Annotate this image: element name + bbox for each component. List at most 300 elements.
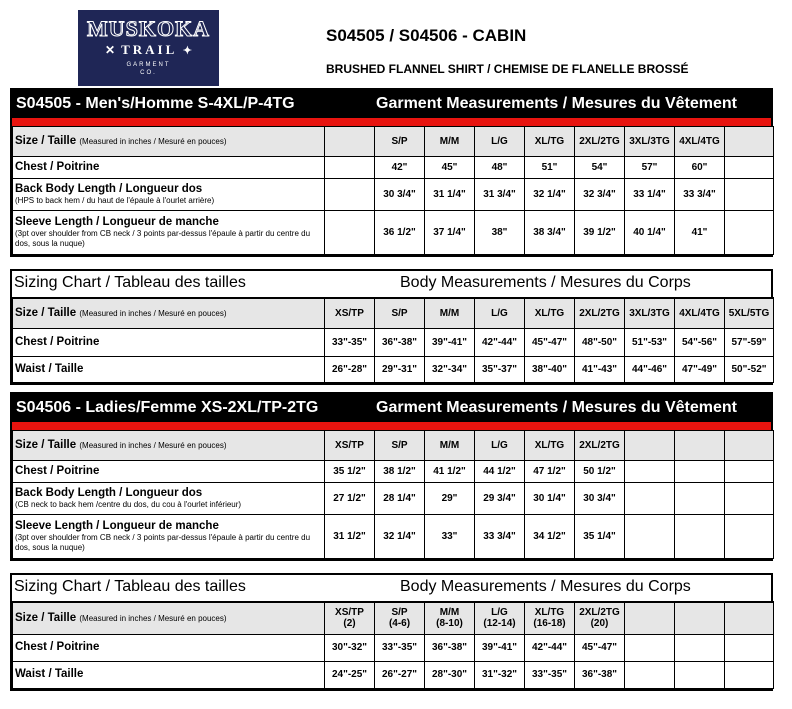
row-note: (Measured in inches / Mesuré en pouces) <box>79 137 227 146</box>
size-header-cell <box>325 431 375 461</box>
measurement-cell <box>675 483 725 515</box>
size-header-cell <box>525 602 575 634</box>
size-header-cell <box>575 127 625 157</box>
row-note: (Measured in inches / Mesuré en pouces) <box>79 441 227 450</box>
ladies-garment-banner <box>12 394 771 422</box>
measurement-cell <box>625 356 675 382</box>
row-label-cell <box>13 179 325 211</box>
measurement-value: 31 3/4" <box>483 189 516 200</box>
measurement-value: 42"-44" <box>481 336 518 348</box>
row-label: Chest / Poitrine <box>15 161 100 173</box>
measurement-cell <box>375 328 425 356</box>
row-label: Sleeve Length / Longueur de manche <box>15 216 219 228</box>
measurement-cell <box>325 515 375 559</box>
size-header-cell <box>625 127 675 157</box>
measurement-value: 33" <box>441 531 458 542</box>
size-header-row <box>13 602 774 634</box>
measurement-value: 39"-41" <box>431 336 468 348</box>
size-header-cell <box>375 431 425 461</box>
measurement-cell <box>725 515 774 559</box>
size-header-cell <box>675 602 725 634</box>
size-label: 3XL/3TG <box>629 136 670 147</box>
size-header-cell <box>525 127 575 157</box>
measurement-cell <box>475 211 525 255</box>
measurement-cell <box>375 356 425 382</box>
size-header-cell <box>425 602 475 634</box>
table-row <box>13 515 774 559</box>
ladies-garment-subtitle: Garment Measurements / Mesures du Vêtement <box>376 399 738 416</box>
measurement-cell <box>375 634 425 661</box>
measurement-cell <box>525 661 575 688</box>
size-label: 2XL/2TG <box>579 440 620 451</box>
measurement-cell <box>675 515 725 559</box>
row-note: (CB neck to back hem /centre du dos, du cou à l'ourlet inférieur) <box>15 500 242 509</box>
row-label: Waist / Taille <box>15 362 84 375</box>
size-label: 3XL/3TG <box>629 307 670 319</box>
size-header-cell <box>625 431 675 461</box>
measurement-cell <box>325 328 375 356</box>
size-header-cell <box>725 431 774 461</box>
measurement-cell <box>525 356 575 382</box>
red-divider <box>12 118 771 126</box>
measurement-cell <box>625 461 675 483</box>
measurement-value: 38 1/2" <box>383 466 416 477</box>
measurement-cell <box>375 211 425 255</box>
measurement-value: 41" <box>691 227 708 238</box>
numeric-size-label: (20) <box>590 618 609 630</box>
row-label: Chest / Poitrine <box>15 465 100 477</box>
ladies-sizing-section <box>10 573 773 691</box>
measurement-cell <box>675 328 725 356</box>
row-label-cell <box>13 515 325 559</box>
measurement-value: 48"-50" <box>581 336 618 348</box>
measurement-value: 30"-32" <box>331 642 368 653</box>
logo-trail-line <box>78 42 219 59</box>
measurement-cell <box>525 211 575 255</box>
row-label-cell <box>13 661 325 688</box>
measurement-cell <box>475 461 525 483</box>
maple-leaf-icon: ✦ <box>182 45 192 57</box>
measurement-cell <box>325 483 375 515</box>
measurement-value: 38 3/4" <box>533 227 566 238</box>
table-row <box>13 328 774 356</box>
table-row <box>13 356 774 382</box>
numeric-size-label: (2) <box>343 618 356 630</box>
measurement-cell <box>425 179 475 211</box>
size-label: 2XL/2TG <box>579 607 620 619</box>
measurement-cell <box>525 461 575 483</box>
row-label-cell <box>13 602 325 634</box>
size-header-cell <box>675 298 725 328</box>
row-label-cell <box>13 461 325 483</box>
measurement-cell <box>325 461 375 483</box>
measurement-cell <box>625 179 675 211</box>
size-header-cell <box>525 298 575 328</box>
measurement-cell <box>575 211 625 255</box>
measurement-cell <box>625 515 675 559</box>
size-label: S/P <box>391 136 408 147</box>
measurement-cell <box>575 634 625 661</box>
measurement-cell <box>625 483 675 515</box>
table-row <box>13 483 774 515</box>
size-header-row <box>13 127 774 157</box>
measurement-value: 44"-46" <box>631 363 668 375</box>
row-label: Back Body Length / Longueur dos <box>15 183 203 195</box>
logo-text-co: CO. <box>140 70 157 76</box>
measurement-cell <box>425 356 475 382</box>
measurement-value: 31 1/2" <box>333 531 366 542</box>
size-header-cell <box>675 127 725 157</box>
measurement-cell <box>725 356 774 382</box>
measurement-value: 24"-25" <box>331 669 368 680</box>
measurement-cell <box>475 328 525 356</box>
measurement-cell <box>575 461 625 483</box>
measurement-cell <box>525 157 575 179</box>
measurement-cell <box>725 461 774 483</box>
brand-logo <box>78 10 219 86</box>
measurement-value: 36"-38" <box>581 669 618 680</box>
red-divider <box>12 422 771 430</box>
measurement-value: 42"-44" <box>531 642 568 653</box>
row-label-cell <box>13 127 325 157</box>
size-header-cell <box>425 127 475 157</box>
size-label: XL/TG <box>534 607 565 619</box>
measurement-cell <box>325 661 375 688</box>
measurement-cell <box>525 634 575 661</box>
size-header-cell <box>575 431 625 461</box>
size-label: XS/TP <box>335 607 364 619</box>
mens-sizing-table <box>12 297 774 383</box>
measurement-cell <box>475 661 525 688</box>
measurement-value: 36"-38" <box>381 336 418 348</box>
measurement-value: 51"-53" <box>631 336 668 348</box>
size-label: 2XL/2TG <box>579 136 620 147</box>
measurement-cell <box>725 328 774 356</box>
measurement-value: 32 3/4" <box>583 189 616 200</box>
measurement-cell <box>575 661 625 688</box>
measurement-cell <box>525 483 575 515</box>
ladies-sizing-banner <box>12 575 771 601</box>
size-label: 5XL/5TG <box>728 307 770 319</box>
measurement-cell <box>375 661 425 688</box>
size-header-cell <box>375 127 425 157</box>
table-row <box>13 179 774 211</box>
measurement-cell <box>375 515 425 559</box>
size-label: 4XL/4TG <box>679 307 720 319</box>
measurement-cell <box>325 157 375 179</box>
row-note: (Measured in inches / Mesuré en pouces) <box>79 308 227 318</box>
size-header-cell <box>325 298 375 328</box>
table-row <box>13 461 774 483</box>
numeric-size-label: (8-10) <box>436 618 463 630</box>
numeric-size-label: (12-14) <box>483 618 516 630</box>
measurement-value: 35 1/4" <box>583 531 616 542</box>
mens-garment-title: S04505 - Men's/Homme S-4XL/P-4TG <box>16 95 295 112</box>
measurement-value: 57" <box>641 162 658 173</box>
logo-text-muskoka: MUSKOKA <box>86 16 211 41</box>
table-row <box>13 157 774 179</box>
measurement-value: 28"-30" <box>431 669 468 680</box>
ladies-garment-section <box>10 392 773 561</box>
measurement-cell <box>675 356 725 382</box>
measurement-cell <box>425 634 475 661</box>
logo-text-trail: TRAIL <box>121 42 177 57</box>
measurement-value: 45" <box>441 162 458 173</box>
row-label-cell <box>13 157 325 179</box>
row-label: Waist / Taille <box>15 668 84 680</box>
measurement-cell <box>475 483 525 515</box>
measurement-value: 41 1/2" <box>433 466 466 477</box>
measurement-value: 45"-47" <box>581 642 618 653</box>
row-note: (3pt over shoulder from CB neck / 3 points par-dessus l'épaule à partir du centre du dos, sous la nuque) <box>15 229 311 248</box>
size-header-cell <box>475 127 525 157</box>
measurement-value: 29"-31" <box>381 363 418 375</box>
row-label-cell <box>13 298 325 328</box>
size-header-cell <box>675 431 725 461</box>
row-label: Size / Taille <box>15 135 77 147</box>
document-title: S04505 / S04506 - CABIN <box>326 26 527 45</box>
measurement-value: 30 3/4" <box>383 189 416 200</box>
measurement-cell <box>375 483 425 515</box>
size-header-cell <box>425 298 475 328</box>
size-header-cell <box>325 127 375 157</box>
row-label: Sleeve Length / Longueur de manche <box>15 520 219 532</box>
size-label: XL/TG <box>534 136 565 147</box>
measurement-cell <box>725 634 774 661</box>
measurement-cell <box>375 461 425 483</box>
numeric-size-label: (4-6) <box>388 618 411 630</box>
size-label: S/P <box>391 440 408 451</box>
size-label: XL/TG <box>534 440 565 451</box>
measurement-value: 42" <box>391 162 408 173</box>
measurement-value: 50"-52" <box>731 363 767 375</box>
measurement-cell <box>325 179 375 211</box>
measurement-cell <box>375 179 425 211</box>
measurement-cell <box>675 157 725 179</box>
measurement-cell <box>625 634 675 661</box>
measurement-value: 39 1/2" <box>583 227 616 238</box>
measurement-cell <box>425 515 475 559</box>
size-label: XS/TP <box>335 307 364 319</box>
measurement-cell <box>425 157 475 179</box>
measurement-value: 44 1/2" <box>483 466 516 477</box>
measurement-value: 33 1/4" <box>633 189 666 200</box>
measurement-value: 60" <box>691 162 708 173</box>
measurement-cell <box>525 179 575 211</box>
row-label: Size / Taille <box>15 439 77 451</box>
measurement-value: 45"-47" <box>531 336 568 348</box>
measurement-cell <box>625 328 675 356</box>
table-row <box>13 211 774 255</box>
row-label: Size / Taille <box>15 306 77 319</box>
size-header-cell <box>375 298 425 328</box>
measurement-cell <box>575 328 625 356</box>
mens-garment-table <box>12 126 774 255</box>
size-label: 2XL/2TG <box>579 307 620 319</box>
measurement-cell <box>625 661 675 688</box>
measurement-cell <box>675 461 725 483</box>
size-header-cell <box>625 298 675 328</box>
measurement-cell <box>525 515 575 559</box>
size-header-cell <box>375 602 425 634</box>
logo-text-garment: GARMENT <box>126 62 171 68</box>
size-header-cell <box>525 431 575 461</box>
mens-garment-banner <box>12 90 771 118</box>
measurement-cell <box>575 356 625 382</box>
mens-sizing-section <box>10 269 773 385</box>
size-header-cell <box>725 298 774 328</box>
measurement-value: 31 1/4" <box>433 189 466 200</box>
measurement-cell <box>725 211 774 255</box>
measurement-cell <box>675 634 725 661</box>
size-header-cell <box>575 602 625 634</box>
size-label: M/M <box>439 136 460 147</box>
measurement-value: 33"-35" <box>381 642 418 653</box>
crossed-axes-icon: ✕ <box>104 43 116 57</box>
row-note: (HPS to back hem / du haut de l'épaule à l'ourlet arrière) <box>15 196 215 205</box>
size-header-cell <box>325 602 375 634</box>
measurement-value: 32"-34" <box>431 363 468 375</box>
measurement-value: 30 1/4" <box>533 493 566 504</box>
measurement-value: 32 1/4" <box>383 531 416 542</box>
measurement-value: 38"-40" <box>531 363 568 375</box>
measurement-cell <box>425 483 475 515</box>
measurement-value: 54" <box>591 162 608 173</box>
row-label-cell <box>13 483 325 515</box>
measurement-value: 41"-43" <box>581 363 618 375</box>
measurement-value: 36"-38" <box>431 642 468 653</box>
measurement-value: 33"-35" <box>331 336 368 348</box>
measurement-cell <box>475 515 525 559</box>
row-label: Chest / Poitrine <box>15 335 100 348</box>
size-header-cell <box>475 431 525 461</box>
measurement-cell <box>675 211 725 255</box>
size-header-row <box>13 431 774 461</box>
size-header-cell <box>475 298 525 328</box>
measurement-value: 47"-49" <box>681 363 718 375</box>
row-label-cell <box>13 356 325 382</box>
measurement-cell <box>425 328 475 356</box>
measurement-cell <box>675 661 725 688</box>
measurement-cell <box>725 157 774 179</box>
size-label: 4XL/4TG <box>679 136 720 147</box>
measurement-value: 48" <box>491 162 508 173</box>
table-row <box>13 661 774 688</box>
measurement-cell <box>625 157 675 179</box>
size-header-cell <box>625 602 675 634</box>
size-header-cell <box>725 602 774 634</box>
mens-sizing-subtitle: Body Measurements / Mesures du Corps <box>400 274 691 291</box>
measurement-cell <box>375 157 425 179</box>
measurement-value: 33 3/4" <box>683 189 716 200</box>
size-header-cell <box>725 127 774 157</box>
measurement-value: 33 3/4" <box>483 531 516 542</box>
measurement-value: 47 1/2" <box>533 466 566 477</box>
measurement-cell <box>475 634 525 661</box>
numeric-size-label: (16-18) <box>533 618 566 630</box>
measurement-value: 34 1/2" <box>533 531 566 542</box>
measurement-cell <box>575 515 625 559</box>
ladies-garment-title: S04506 - Ladies/Femme XS-2XL/TP-2TG <box>16 399 319 416</box>
measurement-value: 28 1/4" <box>383 493 416 504</box>
size-header-cell <box>475 602 525 634</box>
measurement-value: 39"-41" <box>481 642 518 653</box>
ladies-sizing-title: Sizing Chart / Tableau des tailles <box>14 578 246 595</box>
size-label: M/M <box>439 607 460 619</box>
measurement-value: 33"-35" <box>531 669 568 680</box>
mens-sizing-title: Sizing Chart / Tableau des tailles <box>14 274 246 291</box>
size-label: XL/TG <box>534 307 565 319</box>
measurement-cell <box>675 179 725 211</box>
measurement-value: 51" <box>541 162 558 173</box>
table-row <box>13 634 774 661</box>
ladies-sizing-table <box>12 601 774 689</box>
size-label: L/G <box>491 307 508 319</box>
size-label: M/M <box>439 440 460 451</box>
measurement-cell <box>575 483 625 515</box>
measurement-cell <box>475 179 525 211</box>
row-label: Back Body Length / Longueur dos <box>15 487 203 499</box>
measurement-cell <box>425 661 475 688</box>
mens-sizing-banner <box>12 271 771 297</box>
mens-garment-subtitle: Garment Measurements / Mesures du Vêtement <box>376 95 738 112</box>
measurement-value: 29 3/4" <box>483 493 516 504</box>
row-note: (3pt over shoulder from CB neck / 3 points par-dessus l'épaule à partir du centre du dos, sous la nuque) <box>15 533 311 552</box>
measurement-cell <box>425 461 475 483</box>
size-label: L/G <box>491 607 508 619</box>
size-header-row <box>13 298 774 328</box>
size-label: M/M <box>439 307 460 319</box>
measurement-cell <box>575 157 625 179</box>
measurement-cell <box>325 634 375 661</box>
size-header-cell <box>425 431 475 461</box>
measurement-cell <box>475 356 525 382</box>
measurement-value: 37 1/4" <box>433 227 466 238</box>
measurement-value: 31"-32" <box>481 669 518 680</box>
measurement-value: 40 1/4" <box>633 227 666 238</box>
row-label-cell <box>13 328 325 356</box>
size-label: XS/TP <box>335 440 364 451</box>
row-note: (Measured in inches / Mesuré en pouces) <box>79 613 227 623</box>
measurement-value: 26"-27" <box>381 669 418 680</box>
measurement-value: 35"-37" <box>481 363 518 375</box>
size-label: L/G <box>491 440 508 451</box>
measurement-cell <box>425 211 475 255</box>
document-subtitle: BRUSHED FLANNEL SHIRT / CHEMISE DE FLANELLE BROSSÉ <box>326 62 689 76</box>
measurement-value: 57"-59" <box>731 336 767 348</box>
size-label: S/P <box>391 607 408 619</box>
measurement-cell <box>625 211 675 255</box>
size-label: L/G <box>491 136 508 147</box>
measurement-cell <box>325 356 375 382</box>
measurement-cell <box>725 179 774 211</box>
ladies-sizing-subtitle: Body Measurements / Mesures du Corps <box>400 578 691 595</box>
measurement-cell <box>475 157 525 179</box>
measurement-value: 50 1/2" <box>583 466 616 477</box>
row-label: Chest / Poitrine <box>15 641 100 653</box>
size-header-cell <box>575 298 625 328</box>
measurement-value: 54"-56" <box>681 336 718 348</box>
measurement-value: 26"-28" <box>331 363 368 375</box>
measurement-cell <box>575 179 625 211</box>
measurement-cell <box>325 211 375 255</box>
measurement-value: 29" <box>441 493 458 504</box>
row-label-cell <box>13 211 325 255</box>
measurement-cell <box>525 328 575 356</box>
size-label: S/P <box>391 307 408 319</box>
measurement-value: 38" <box>491 227 508 238</box>
measurement-cell <box>725 483 774 515</box>
